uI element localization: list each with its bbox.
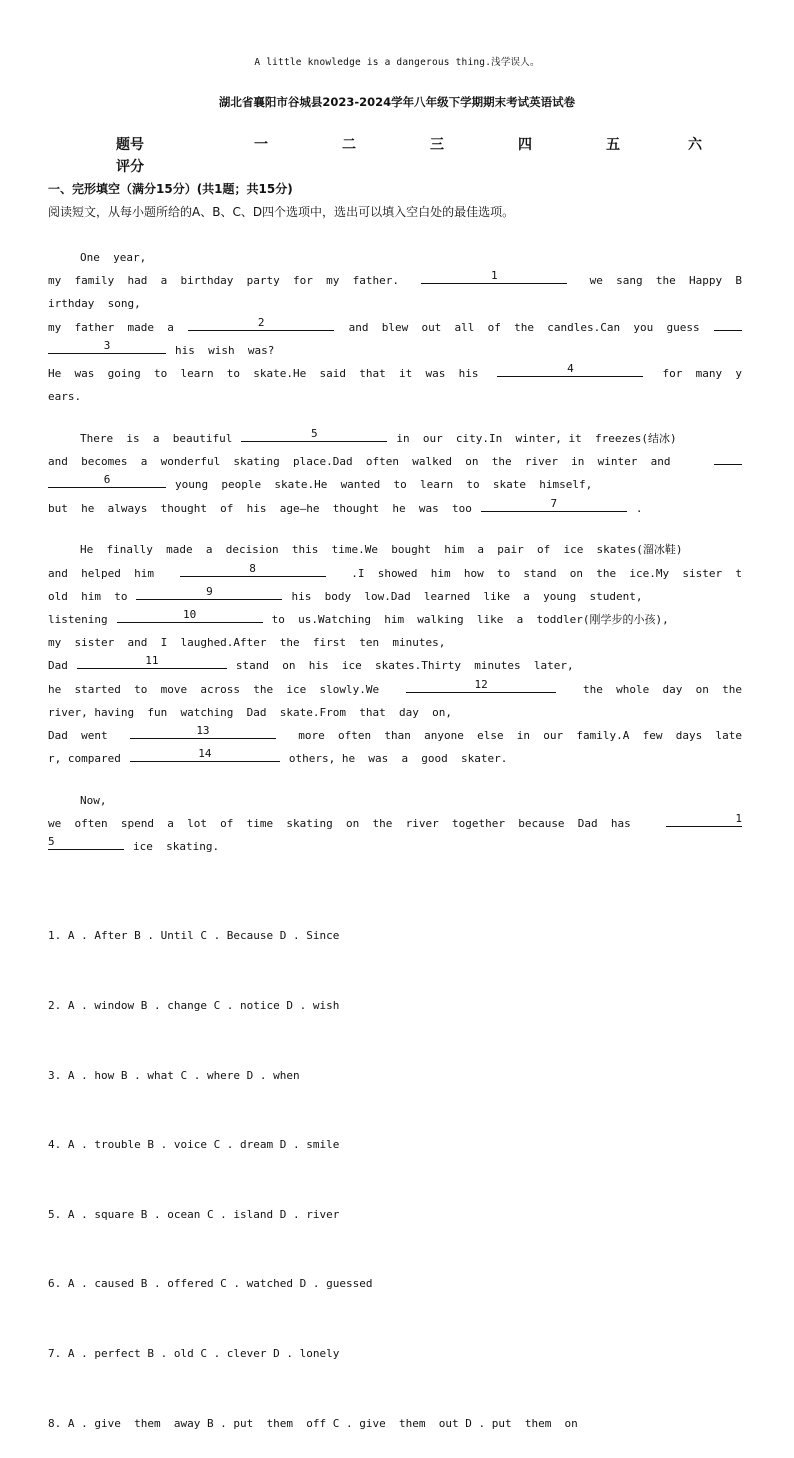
score-table [116, 133, 726, 177]
blank-12[interactable]: 12 [406, 678, 556, 693]
text-span: One year, [80, 251, 147, 264]
passage-line [48, 473, 742, 496]
text-span: ice skating. [133, 840, 220, 854]
text-span: .I showed him how to stand on the ice.My sister t [351, 566, 742, 580]
text-span: he started to move across the ice slowly.We [48, 682, 380, 696]
option-item-2: 2. A . window B . change C . notice D . wish [48, 999, 340, 1013]
text-span: Now, [80, 794, 107, 808]
blank-6[interactable]: 6 [48, 473, 166, 488]
passage-line [48, 362, 742, 385]
blank-13[interactable]: 13 [130, 724, 276, 739]
blank-7[interactable]: 7 [481, 497, 627, 512]
option-item-1: 1. A . After B . Until C . Because D . Since [48, 929, 340, 943]
score-col-1: 一 [254, 137, 268, 153]
text-span: but he always thought of his age—he thought he was too [48, 501, 472, 515]
passage-line [48, 812, 742, 835]
passage-line [48, 747, 742, 770]
blank-10[interactable]: 10 [117, 608, 263, 623]
blank-6-start[interactable] [714, 450, 742, 465]
section-heading: 一、完形填空（满分15分）(共1题；共15分) [48, 182, 293, 196]
text-span: listening [48, 613, 108, 627]
score-label: 评分 [116, 159, 144, 175]
text-span: old him to [48, 589, 128, 603]
text-span: we sang the Happy B [589, 274, 742, 288]
text-span: and blew out all of the candles.Can you guess [348, 320, 700, 334]
blank-11[interactable]: 11 [77, 654, 227, 669]
text-span: and helped him [48, 566, 154, 580]
option-item-3: 3. A . how B . what C . where D . when [48, 1068, 300, 1082]
blank-15-start[interactable]: 1 [666, 812, 742, 827]
passage-line [48, 835, 742, 858]
text-span: r, compared [48, 752, 121, 766]
text-span: He was going to learn to skate.He said that it was his [48, 367, 479, 381]
blank-5[interactable]: 5 [241, 427, 387, 442]
passage-line [48, 316, 742, 339]
passage-line [48, 339, 742, 362]
text-span: river, having fun watching Dad skate.From that day on, [48, 705, 452, 719]
blank-15[interactable]: 5 [48, 835, 124, 850]
passage-line [48, 654, 742, 677]
text-span: my sister and I laughed.After the first ten minutes, [48, 636, 446, 650]
passage-line [48, 678, 742, 701]
section-instruction: 阅读短文，从每小题所给的A、B、C、D四个选项中，选出可以填入空白处的最佳选项。 [48, 205, 515, 219]
passage-paragraph-1 [48, 246, 742, 408]
score-col-4: 四 [518, 137, 532, 153]
text-span: to us.Watching him walking like a toddler(刚学步的小孩), [271, 613, 669, 627]
text-span: . [635, 501, 643, 515]
passage-line [48, 427, 742, 450]
passage-line [48, 562, 742, 585]
score-col-5: 五 [606, 137, 620, 153]
score-col-6: 六 [688, 137, 702, 153]
options-list [48, 878, 578, 1458]
score-header-row [116, 133, 726, 155]
text-span: the whole day on the [583, 682, 742, 696]
text-span: irthday song, [48, 297, 141, 311]
blank-3-start[interactable] [714, 316, 742, 331]
passage-line [48, 269, 742, 292]
passage-paragraph-4 [48, 789, 742, 859]
score-value-row [116, 155, 726, 177]
passage-paragraph-3 [48, 538, 742, 770]
text-span: more often than anyone else in our family.A few days late [298, 729, 742, 743]
text-span: and becomes a wonderful skating place.Dad often walked on the river in winter and [48, 455, 671, 469]
passage-line [48, 292, 742, 315]
blank-9[interactable]: 9 [136, 585, 282, 600]
passage-line [48, 385, 742, 408]
score-col-2: 二 [342, 137, 356, 153]
passage-line [48, 246, 742, 269]
blank-8[interactable]: 8 [180, 562, 326, 577]
passage-line [48, 789, 742, 812]
blank-4[interactable]: 4 [497, 362, 643, 377]
blank-14[interactable]: 14 [130, 747, 280, 762]
option-item-8: 8. A . give them away B . put them off C . give them out D . put them on [48, 1416, 578, 1430]
text-span: we often spend a lot of time skating on the river together because Dad has [48, 817, 631, 831]
passage-line [48, 701, 742, 724]
blank-1[interactable]: 1 [421, 269, 567, 284]
page-proverb: A little knowledge is a dangerous thing.浅学误人。 [254, 57, 540, 68]
text-span: He finally made a decision this time.We bought him a pair of ice skates(溜冰鞋) [80, 543, 683, 557]
text-span: his wish was? [175, 343, 275, 357]
text-span: his body low.Dad learned like a young student, [291, 589, 643, 603]
text-span: young people skate.He wanted to learn to skate himself, [175, 478, 593, 492]
blank-3[interactable]: 3 [48, 339, 166, 354]
passage-paragraph-2 [48, 427, 742, 520]
text-span: others, he was a good skater. [288, 752, 508, 766]
passage-line [48, 585, 742, 608]
cloze-passage [48, 246, 742, 877]
text-span: There is a beautiful [80, 432, 233, 446]
text-span: Dad went [48, 729, 108, 743]
text-span: ears. [48, 390, 82, 404]
text-span: stand on his ice skates.Thirty minutes later, [235, 659, 574, 673]
score-col-3: 三 [430, 137, 444, 153]
option-item-6: 6. A . caused B . offered C . watched D . guessed [48, 1277, 373, 1291]
passage-line [48, 497, 742, 520]
passage-line [48, 538, 742, 561]
text-span: for many y [662, 367, 742, 381]
passage-line [48, 450, 742, 473]
text-span: Dad [48, 659, 68, 673]
text-span: my father made a [48, 320, 174, 334]
passage-line [48, 608, 742, 631]
question-number-label: 题号 [116, 137, 144, 153]
passage-line [48, 631, 742, 654]
exam-title: 湖北省襄阳市谷城县2023-2024学年八年级下学期期末考试英语试卷 [218, 95, 576, 109]
text-span: in our city.In winter, it freezes(结冰) [396, 432, 677, 446]
passage-line [48, 724, 742, 747]
text-span: my family had a birthday party for my father. [48, 274, 399, 288]
option-item-5: 5. A . square B . ocean C . island D . river [48, 1207, 340, 1221]
blank-2[interactable]: 2 [188, 316, 334, 331]
option-item-4: 4. A . trouble B . voice C . dream D . smile [48, 1138, 340, 1152]
option-item-7: 7. A . perfect B . old C . clever D . lonely [48, 1347, 340, 1361]
